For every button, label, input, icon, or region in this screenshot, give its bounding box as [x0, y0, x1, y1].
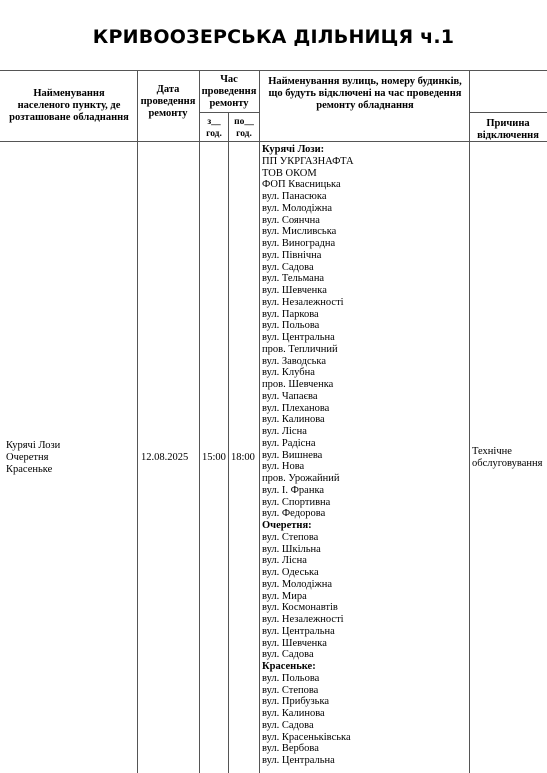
col-divider	[228, 112, 229, 773]
settlement-group-heading: Красеньке:	[262, 661, 316, 672]
settlement-group-heading: Курячі Лози:	[262, 144, 325, 155]
reason-header-border	[469, 112, 547, 113]
street-item: вул. Мисливська	[262, 226, 337, 238]
col-divider	[469, 70, 470, 773]
street-item: вул. Лісна	[262, 555, 307, 567]
settlement-list	[6, 440, 60, 475]
street-item: вул. Радісна	[262, 437, 316, 449]
header-bottom-border	[0, 141, 547, 142]
header-time-to: по__ год.	[234, 117, 254, 139]
table-top-border	[0, 70, 547, 71]
street-item: вул. Красеньківська	[262, 731, 351, 743]
reason-line: обслуговування	[472, 458, 543, 469]
street-item: вул. Центральна	[262, 755, 335, 766]
street-item: вул. Прибузька	[262, 696, 330, 708]
street-item: вул. Вишнева	[262, 449, 323, 461]
street-item: вул. Степова	[262, 684, 319, 696]
header-streets: Найменування вулиць, номеру будинків, що будуть відключені на час проведення ремонту обладнання	[268, 76, 462, 111]
street-item: вул. Шкільна	[262, 543, 321, 555]
street-item: пров. Тепличний	[262, 343, 338, 355]
street-item: вул. Польова	[262, 320, 320, 332]
street-item: вул. Степова	[262, 531, 319, 543]
street-item: вул. І. Франка	[262, 484, 325, 496]
street-item: вул. Спортивна	[262, 496, 331, 508]
col-divider	[137, 70, 138, 773]
reason-line: Технічне	[472, 446, 512, 457]
street-item: вул. Федорова	[262, 508, 326, 520]
street-item: вул. Центральна	[262, 625, 335, 637]
col-divider	[259, 70, 260, 773]
street-item: вул. Молодіжна	[262, 578, 333, 590]
street-item: вул. Шевченка	[262, 637, 327, 649]
street-item: вул. Північна	[262, 249, 322, 261]
street-item: вул. Соянчна	[262, 214, 320, 226]
street-item: вул. Калинова	[262, 414, 325, 426]
street-item: вул. Вербова	[262, 743, 319, 755]
street-item: вул. Лісна	[262, 426, 307, 437]
street-item: вул. Садова	[262, 719, 314, 731]
street-item: вул. Центральна	[262, 332, 335, 343]
street-item: вул. Садова	[262, 261, 314, 273]
header-settlement: Найменування населеного пункту, де розташоване обладнання	[9, 88, 129, 123]
street-item: вул. Клубна	[262, 367, 315, 379]
street-item: ФОП Квасницька	[262, 179, 341, 191]
settlement-name: Очеретня	[6, 451, 49, 463]
header-reason: Причина відключення	[477, 118, 539, 141]
repair-date: 12.08.2025	[141, 452, 189, 463]
street-item: пров. Урожайний	[262, 473, 340, 484]
street-item: пров. Шевченка	[262, 379, 334, 390]
street-item: вул. Шевченка	[262, 285, 327, 296]
street-item: вул. Польова	[262, 672, 320, 684]
street-item: ТОВ ОКОМ	[262, 167, 317, 179]
header-time-from: з__ год.	[206, 117, 222, 139]
street-item: вул. Космонавтів	[262, 602, 338, 614]
street-item: вул. Паркова	[262, 308, 319, 320]
time-from-value: 15:00	[202, 452, 226, 463]
street-item: вул. Чапаєва	[262, 390, 318, 402]
col-divider	[199, 70, 200, 773]
street-item: вул. Заводська	[262, 355, 327, 367]
street-item: вул. Калинова	[262, 708, 325, 719]
street-item: вул. Нова	[262, 461, 305, 473]
header-date: Дата проведення ремонту	[140, 84, 196, 119]
page-title: КРИВООЗЕРСЬКА ДІЛЬНИЦЯ ч.1	[92, 26, 455, 48]
time-subheader-border	[199, 112, 259, 113]
street-item: вул. Незалежності	[262, 296, 344, 308]
street-item: вул. Мира	[262, 590, 307, 602]
street-item: вул. Панасюка	[262, 191, 327, 202]
street-item: вул. Садова	[262, 649, 314, 661]
street-item: вул. Молодіжна	[262, 202, 333, 214]
time-to-value: 18:00	[231, 452, 255, 463]
settlement-name: Красеньке	[6, 463, 53, 475]
street-item: вул. Тельмана	[262, 273, 325, 285]
streets-list	[262, 144, 354, 767]
street-item: вул. Плеханова	[262, 402, 330, 414]
header-time: Час проведення ремонту	[201, 74, 257, 109]
street-item: вул. Незалежності	[262, 614, 344, 625]
settlement-group-heading: Очеретня:	[262, 520, 312, 531]
street-item: вул. Виноградна	[262, 238, 336, 249]
settlement-name: Курячі Лози	[6, 440, 61, 451]
street-item: вул. Одеська	[262, 567, 319, 578]
reason-value	[472, 446, 542, 470]
street-item: ПП УКРГАЗНАФТА	[262, 155, 354, 167]
